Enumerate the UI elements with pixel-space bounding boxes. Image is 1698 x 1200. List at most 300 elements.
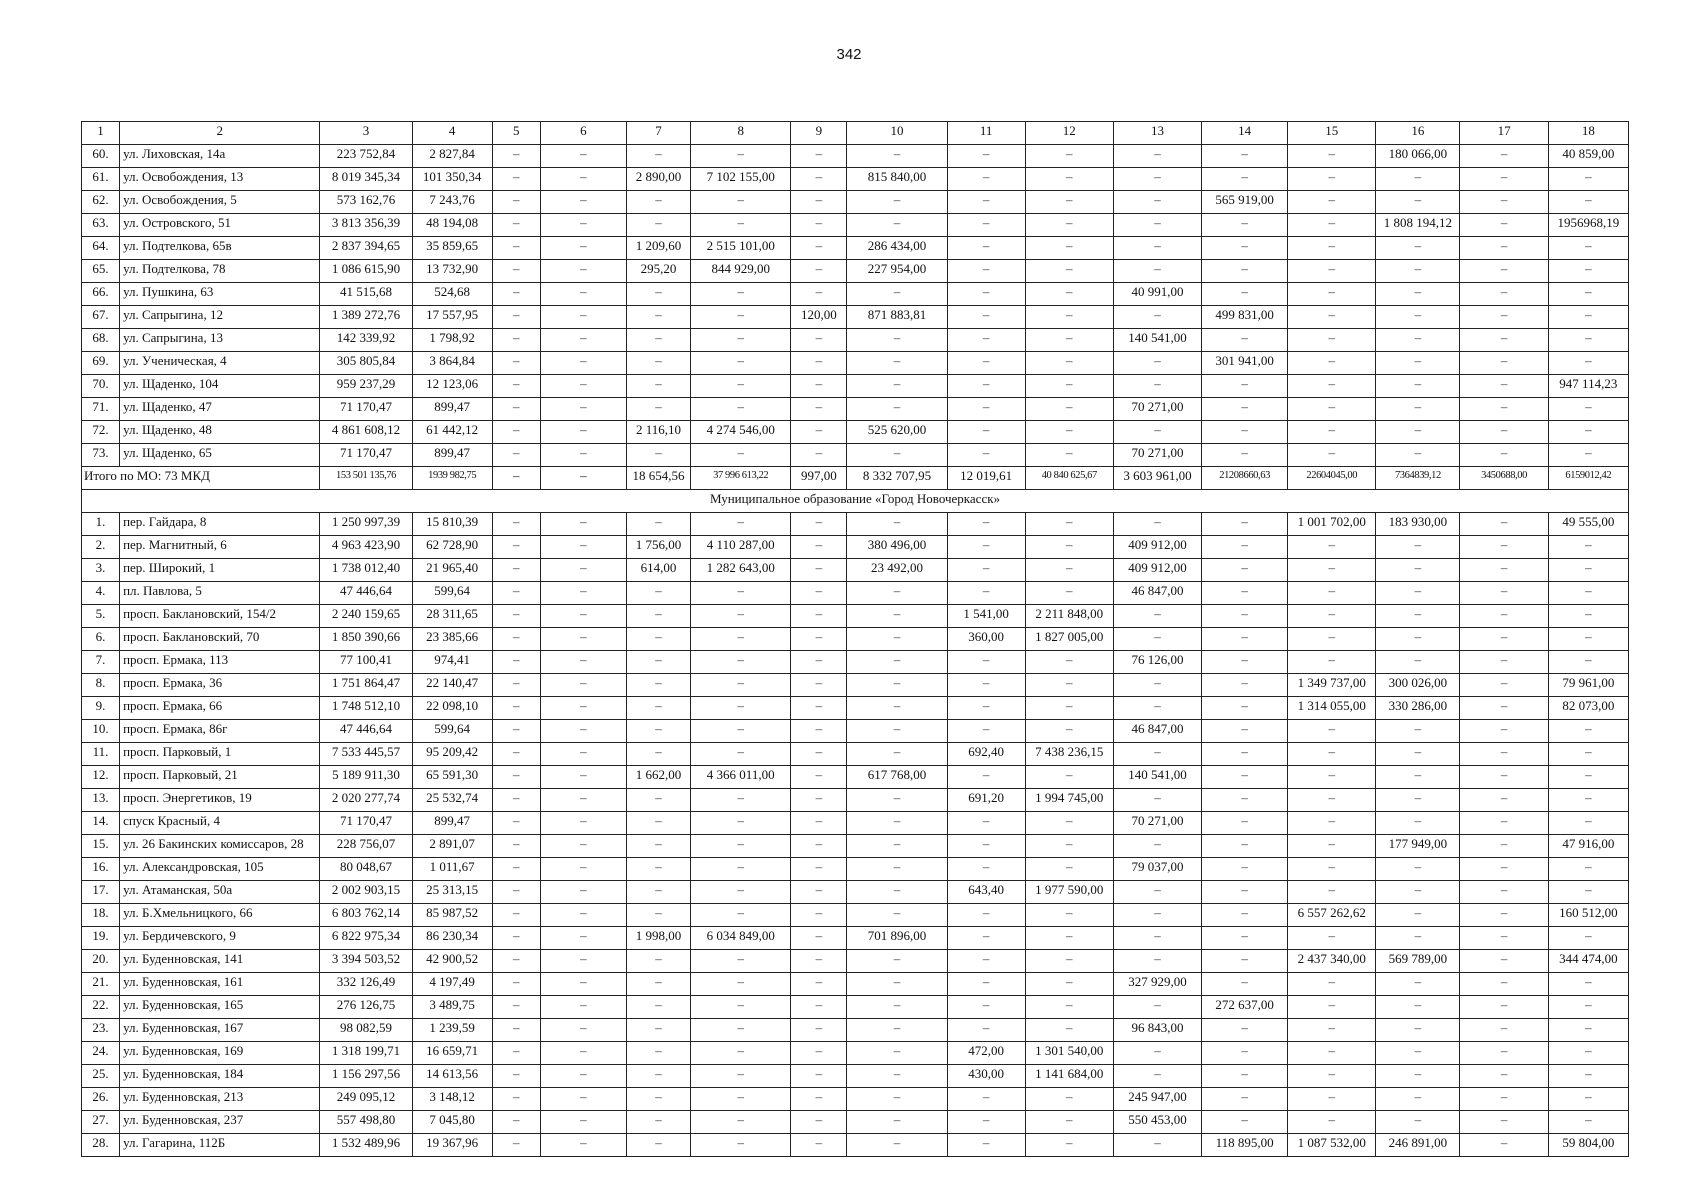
column-header: 10	[847, 122, 947, 145]
value-cell: 4 963 423,90	[320, 536, 412, 559]
value-cell: –	[1376, 628, 1460, 651]
table-row	[82, 950, 1629, 973]
value-cell: –	[1202, 835, 1288, 858]
value-cell: 25 313,15	[412, 881, 492, 904]
table-row	[82, 789, 1629, 812]
value-cell: –	[492, 375, 540, 398]
value-cell: –	[947, 283, 1025, 306]
value-cell: –	[1025, 559, 1113, 582]
value-cell: –	[492, 973, 540, 996]
value-cell: –	[492, 352, 540, 375]
row-number: 12.	[82, 766, 120, 789]
table-row	[82, 1065, 1629, 1088]
value-cell: –	[540, 559, 626, 582]
row-number: 63.	[82, 214, 120, 237]
value-cell: 1 349 737,00	[1288, 674, 1376, 697]
value-cell: –	[1460, 789, 1548, 812]
value-cell: –	[1460, 421, 1548, 444]
value-cell: –	[791, 973, 847, 996]
value-cell: –	[1025, 375, 1113, 398]
value-cell: –	[1288, 835, 1376, 858]
row-number: 70.	[82, 375, 120, 398]
value-cell: –	[1202, 398, 1288, 421]
value-cell: –	[1548, 812, 1628, 835]
value-cell: –	[691, 651, 791, 674]
value-cell: –	[847, 214, 947, 237]
value-cell: 899,47	[412, 398, 492, 421]
value-cell: –	[1025, 1111, 1113, 1134]
value-cell: –	[947, 237, 1025, 260]
value-cell: –	[626, 513, 690, 536]
value-cell: –	[691, 283, 791, 306]
value-cell: –	[1460, 283, 1548, 306]
value-cell: –	[1025, 513, 1113, 536]
value-cell: 871 883,81	[847, 306, 947, 329]
value-cell: 2 002 903,15	[320, 881, 412, 904]
value-cell: –	[540, 950, 626, 973]
value-cell: –	[626, 720, 690, 743]
value-cell: –	[492, 260, 540, 283]
value-cell: –	[1202, 720, 1288, 743]
value-cell: 98 082,59	[320, 1019, 412, 1042]
table-row	[82, 628, 1629, 651]
value-cell: –	[947, 651, 1025, 674]
value-cell: 177 949,00	[1376, 835, 1460, 858]
value-cell: –	[1376, 881, 1460, 904]
row-number: 27.	[82, 1111, 120, 1134]
value-cell: –	[492, 283, 540, 306]
value-cell: 7 243,76	[412, 191, 492, 214]
value-cell: 21 965,40	[412, 559, 492, 582]
value-cell: –	[626, 812, 690, 835]
total-value-cell: 37 996 613,22	[691, 467, 791, 490]
value-cell: –	[691, 605, 791, 628]
value-cell: –	[847, 835, 947, 858]
value-cell: –	[626, 881, 690, 904]
value-cell: –	[847, 352, 947, 375]
value-cell: –	[791, 950, 847, 973]
row-number: 23.	[82, 1019, 120, 1042]
value-cell: –	[947, 1019, 1025, 1042]
row-number: 62.	[82, 191, 120, 214]
value-cell: –	[540, 697, 626, 720]
value-cell: –	[626, 835, 690, 858]
value-cell: –	[1113, 1042, 1201, 1065]
value-cell: –	[1113, 513, 1201, 536]
value-cell: 140 541,00	[1113, 329, 1201, 352]
value-cell: –	[791, 835, 847, 858]
value-cell: 899,47	[412, 444, 492, 467]
total-value-cell: 3450688,00	[1460, 467, 1548, 490]
value-cell: –	[1376, 1088, 1460, 1111]
value-cell: 815 840,00	[847, 168, 947, 191]
value-cell: –	[1113, 674, 1201, 697]
value-cell: –	[1460, 766, 1548, 789]
value-cell: –	[791, 260, 847, 283]
value-cell: –	[1113, 375, 1201, 398]
value-cell: –	[1376, 651, 1460, 674]
value-cell: –	[1548, 973, 1628, 996]
value-cell: –	[1548, 582, 1628, 605]
table-row	[82, 1088, 1629, 1111]
address-cell: ул. Щаденко, 104	[120, 375, 320, 398]
value-cell: –	[1288, 1042, 1376, 1065]
value-cell: –	[1288, 1019, 1376, 1042]
value-cell: 48 194,08	[412, 214, 492, 237]
value-cell: –	[1460, 628, 1548, 651]
value-cell: –	[1460, 1134, 1548, 1157]
value-cell: 1 751 864,47	[320, 674, 412, 697]
value-cell: –	[1288, 306, 1376, 329]
value-cell: –	[1288, 973, 1376, 996]
table-body	[82, 145, 1629, 1157]
value-cell: –	[1460, 973, 1548, 996]
value-cell: –	[1288, 145, 1376, 168]
value-cell: 3 864,84	[412, 352, 492, 375]
value-cell: –	[1288, 559, 1376, 582]
address-cell: пер. Гайдара, 8	[120, 513, 320, 536]
value-cell: –	[1288, 168, 1376, 191]
value-cell: –	[1025, 720, 1113, 743]
value-cell: –	[626, 1065, 690, 1088]
value-cell: –	[1548, 329, 1628, 352]
value-cell: –	[626, 858, 690, 881]
value-cell: –	[540, 835, 626, 858]
value-cell: 7 045,80	[412, 1111, 492, 1134]
address-cell: ул. Буденновская, 165	[120, 996, 320, 1019]
row-number: 17.	[82, 881, 120, 904]
value-cell: 1 756,00	[626, 536, 690, 559]
value-cell: –	[1202, 743, 1288, 766]
value-cell: –	[1113, 950, 1201, 973]
value-cell: –	[1202, 329, 1288, 352]
value-cell: –	[540, 1042, 626, 1065]
value-cell: –	[1460, 513, 1548, 536]
address-cell: ул. Островского, 51	[120, 214, 320, 237]
row-number: 61.	[82, 168, 120, 191]
value-cell: –	[1288, 789, 1376, 812]
value-cell: –	[1288, 720, 1376, 743]
value-cell: –	[691, 352, 791, 375]
value-cell: –	[626, 375, 690, 398]
value-cell: –	[1288, 1065, 1376, 1088]
value-cell: –	[1288, 444, 1376, 467]
value-cell: 101 350,34	[412, 168, 492, 191]
value-cell: –	[1548, 559, 1628, 582]
value-cell: –	[626, 697, 690, 720]
total-value-cell: 40 840 625,67	[1025, 467, 1113, 490]
value-cell: –	[1548, 260, 1628, 283]
row-number: 15.	[82, 835, 120, 858]
value-cell: –	[791, 375, 847, 398]
value-cell: 22 140,47	[412, 674, 492, 697]
value-cell: 557 498,80	[320, 1111, 412, 1134]
address-cell: ул. Гагарина, 112Б	[120, 1134, 320, 1157]
value-cell: –	[691, 1019, 791, 1042]
value-cell: –	[1548, 283, 1628, 306]
address-cell: просп. Ермака, 36	[120, 674, 320, 697]
value-cell: –	[492, 329, 540, 352]
value-cell: –	[947, 904, 1025, 927]
total-value-cell: –	[492, 467, 540, 490]
address-cell: ул. Буденновская, 161	[120, 973, 320, 996]
value-cell: –	[1548, 352, 1628, 375]
value-cell: 301 941,00	[1202, 352, 1288, 375]
address-cell: пл. Павлова, 5	[120, 582, 320, 605]
total-value-cell: 8 332 707,95	[847, 467, 947, 490]
value-cell: 49 555,00	[1548, 513, 1628, 536]
table-row	[82, 835, 1629, 858]
value-cell: –	[540, 191, 626, 214]
value-cell: 1 001 702,00	[1288, 513, 1376, 536]
value-cell: –	[847, 1065, 947, 1088]
value-cell: –	[1548, 720, 1628, 743]
value-cell: –	[1113, 421, 1201, 444]
value-cell: 974,41	[412, 651, 492, 674]
value-cell: –	[1202, 582, 1288, 605]
value-cell: –	[947, 720, 1025, 743]
value-cell: 286 434,00	[847, 237, 947, 260]
value-cell: –	[1113, 881, 1201, 904]
value-cell: –	[540, 996, 626, 1019]
value-cell: –	[626, 329, 690, 352]
value-cell: 599,64	[412, 720, 492, 743]
value-cell: –	[1548, 1065, 1628, 1088]
value-cell: –	[540, 375, 626, 398]
value-cell: –	[626, 352, 690, 375]
value-cell: –	[540, 674, 626, 697]
value-cell: –	[492, 513, 540, 536]
value-cell: –	[1288, 927, 1376, 950]
value-cell: 2 837 394,65	[320, 237, 412, 260]
value-cell: 6 034 849,00	[691, 927, 791, 950]
value-cell: 22 098,10	[412, 697, 492, 720]
address-cell: просп. Баклановский, 70	[120, 628, 320, 651]
value-cell: 6 557 262,62	[1288, 904, 1376, 927]
value-cell: –	[847, 973, 947, 996]
value-cell: 118 895,00	[1202, 1134, 1288, 1157]
table-row	[82, 697, 1629, 720]
value-cell: 6 822 975,34	[320, 927, 412, 950]
value-cell: –	[947, 398, 1025, 421]
value-cell: –	[847, 398, 947, 421]
value-cell: 614,00	[626, 559, 690, 582]
value-cell: –	[1376, 1042, 1460, 1065]
value-cell: –	[1460, 1111, 1548, 1134]
value-cell: –	[791, 720, 847, 743]
value-cell: –	[1202, 927, 1288, 950]
table-row	[82, 720, 1629, 743]
value-cell: –	[1288, 352, 1376, 375]
value-cell: –	[1376, 260, 1460, 283]
value-cell: –	[847, 904, 947, 927]
value-cell: –	[1113, 168, 1201, 191]
value-cell: 28 311,65	[412, 605, 492, 628]
table-row	[82, 375, 1629, 398]
value-cell: –	[1202, 536, 1288, 559]
value-cell: –	[1460, 697, 1548, 720]
value-cell: –	[492, 1134, 540, 1157]
value-cell: 160 512,00	[1548, 904, 1628, 927]
value-cell: –	[1460, 858, 1548, 881]
value-cell: –	[1460, 1019, 1548, 1042]
value-cell: 1 998,00	[626, 927, 690, 950]
value-cell: –	[791, 651, 847, 674]
column-header: 1	[82, 122, 120, 145]
value-cell: –	[1288, 421, 1376, 444]
value-cell: –	[1113, 1134, 1201, 1157]
value-cell: 1 808 194,12	[1376, 214, 1460, 237]
value-cell: –	[1025, 651, 1113, 674]
value-cell: 14 613,56	[412, 1065, 492, 1088]
value-cell: –	[1460, 260, 1548, 283]
value-cell: 409 912,00	[1113, 536, 1201, 559]
value-cell: –	[1460, 651, 1548, 674]
value-cell: –	[1548, 1042, 1628, 1065]
address-cell: ул. Ученическая, 4	[120, 352, 320, 375]
value-cell: 4 110 287,00	[691, 536, 791, 559]
value-cell: 1 748 512,10	[320, 697, 412, 720]
value-cell: –	[1376, 904, 1460, 927]
value-cell: –	[691, 306, 791, 329]
address-cell: просп. Парковый, 1	[120, 743, 320, 766]
value-cell: –	[626, 973, 690, 996]
value-cell: 17 557,95	[412, 306, 492, 329]
value-cell: –	[847, 628, 947, 651]
address-cell: ул. Буденновская, 237	[120, 1111, 320, 1134]
value-cell: –	[1025, 329, 1113, 352]
address-cell: ул. Сапрыгина, 12	[120, 306, 320, 329]
value-cell: –	[1376, 191, 1460, 214]
value-cell: –	[947, 260, 1025, 283]
value-cell: –	[540, 927, 626, 950]
row-number: 67.	[82, 306, 120, 329]
value-cell: –	[1460, 398, 1548, 421]
row-number: 9.	[82, 697, 120, 720]
row-number: 20.	[82, 950, 120, 973]
value-cell: –	[1548, 421, 1628, 444]
value-cell: 13 732,90	[412, 260, 492, 283]
value-cell: 472,00	[947, 1042, 1025, 1065]
value-cell: –	[540, 743, 626, 766]
value-cell: –	[691, 628, 791, 651]
value-cell: 692,40	[947, 743, 1025, 766]
total-value-cell: 22604045,00	[1288, 467, 1376, 490]
value-cell: 2 437 340,00	[1288, 950, 1376, 973]
value-cell: –	[791, 1042, 847, 1065]
value-cell: 1 209,60	[626, 237, 690, 260]
table-row	[82, 536, 1629, 559]
value-cell: –	[1202, 145, 1288, 168]
value-cell: –	[1376, 559, 1460, 582]
address-cell: пер. Широкий, 1	[120, 559, 320, 582]
value-cell: –	[847, 444, 947, 467]
value-cell: 2 890,00	[626, 168, 690, 191]
address-cell: ул. Александровская, 105	[120, 858, 320, 881]
address-cell: ул. Атаманская, 50а	[120, 881, 320, 904]
value-cell: –	[540, 720, 626, 743]
row-number: 64.	[82, 237, 120, 260]
value-cell: –	[947, 835, 1025, 858]
value-cell: –	[1113, 214, 1201, 237]
value-cell: –	[791, 513, 847, 536]
row-number: 5.	[82, 605, 120, 628]
value-cell: 82 073,00	[1548, 697, 1628, 720]
column-header: 8	[691, 122, 791, 145]
header-row	[82, 122, 1629, 145]
row-number: 11.	[82, 743, 120, 766]
value-cell: 344 474,00	[1548, 950, 1628, 973]
row-number: 72.	[82, 421, 120, 444]
value-cell: –	[1025, 1019, 1113, 1042]
value-cell: –	[1376, 582, 1460, 605]
row-number: 13.	[82, 789, 120, 812]
value-cell: –	[1460, 881, 1548, 904]
value-cell: –	[947, 766, 1025, 789]
total-value-cell: 7364839,12	[1376, 467, 1460, 490]
value-cell: –	[540, 1019, 626, 1042]
value-cell: 6 803 762,14	[320, 904, 412, 927]
value-cell: –	[1548, 858, 1628, 881]
row-number: 22.	[82, 996, 120, 1019]
value-cell: –	[1376, 605, 1460, 628]
value-cell: –	[947, 191, 1025, 214]
value-cell: 272 637,00	[1202, 996, 1288, 1019]
value-cell: –	[691, 1065, 791, 1088]
value-cell: –	[847, 812, 947, 835]
value-cell: –	[791, 743, 847, 766]
value-cell: –	[1288, 329, 1376, 352]
value-cell: –	[1460, 996, 1548, 1019]
value-cell: 3 813 356,39	[320, 214, 412, 237]
value-cell: –	[1202, 1042, 1288, 1065]
value-cell: –	[1202, 260, 1288, 283]
value-cell: 61 442,12	[412, 421, 492, 444]
row-number: 16.	[82, 858, 120, 881]
value-cell: –	[540, 306, 626, 329]
value-cell: –	[540, 881, 626, 904]
address-cell: ул. Сапрыгина, 13	[120, 329, 320, 352]
value-cell: –	[691, 812, 791, 835]
value-cell: –	[791, 145, 847, 168]
value-cell: –	[791, 766, 847, 789]
value-cell: –	[1288, 398, 1376, 421]
value-cell: –	[1548, 927, 1628, 950]
value-cell: –	[691, 398, 791, 421]
value-cell: –	[540, 812, 626, 835]
value-cell: 573 162,76	[320, 191, 412, 214]
value-cell: –	[1460, 904, 1548, 927]
value-cell: –	[626, 996, 690, 1019]
value-cell: –	[1460, 582, 1548, 605]
value-cell: –	[1460, 605, 1548, 628]
value-cell: 19 367,96	[412, 1134, 492, 1157]
value-cell: –	[1376, 421, 1460, 444]
value-cell: –	[540, 1111, 626, 1134]
row-number: 73.	[82, 444, 120, 467]
value-cell: 327 929,00	[1113, 973, 1201, 996]
value-cell: –	[1376, 168, 1460, 191]
value-cell: –	[492, 1111, 540, 1134]
value-cell: –	[1288, 375, 1376, 398]
value-cell: –	[1025, 306, 1113, 329]
column-header: 9	[791, 122, 847, 145]
value-cell: 86 230,34	[412, 927, 492, 950]
value-cell: –	[1460, 352, 1548, 375]
value-cell: –	[492, 536, 540, 559]
value-cell: 5 189 911,30	[320, 766, 412, 789]
value-cell: –	[791, 605, 847, 628]
